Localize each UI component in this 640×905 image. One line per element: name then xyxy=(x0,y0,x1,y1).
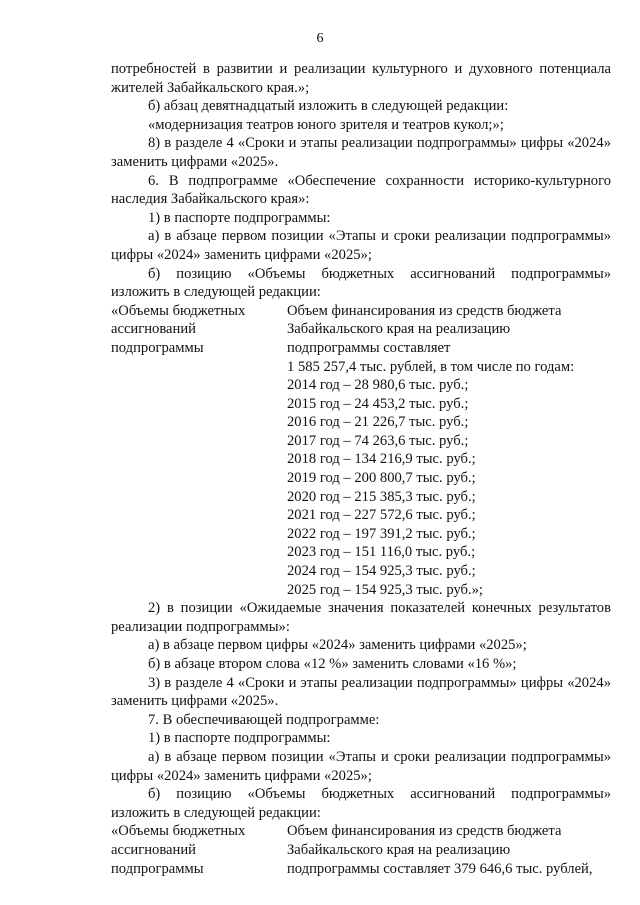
funding-value-line: Забайкальского края на реализацию xyxy=(287,321,511,338)
paragraph: а) в абзаце первом позиции «Этапы и сроки реализации подпрограммы» цифры «2024» заменить цифрами «2025»; xyxy=(111,748,611,784)
page-number: 6 xyxy=(316,31,324,46)
funding-table-1-values xyxy=(287,302,611,600)
paragraph: 1) в паспорте подпрограммы: xyxy=(148,730,331,747)
funding-value-line: 2019 год – 200 800,7 тыс. руб.; xyxy=(287,470,476,487)
funding-label-line: «Объемы бюджетных xyxy=(111,823,246,840)
funding-value-line: подпрограммы составляет xyxy=(287,339,451,356)
funding-label-line: ассигнований xyxy=(111,841,196,858)
funding-value-line: 1 585 257,4 тыс. рублей, в том числе по годам: xyxy=(287,358,575,375)
funding-value-line: Забайкальского края на реализацию xyxy=(287,841,511,858)
paragraph: «модернизация театров юного зрителя и театров кукол;»; xyxy=(148,116,504,133)
paragraph: потребностей в развитии и реализации культурного и духовного потенциала жителей Забайкальского края.»; xyxy=(111,61,611,96)
paragraph: 8) в разделе 4 «Сроки и этапы реализации подпрограммы» цифры «2024» заменить цифрами «2025». xyxy=(111,135,611,170)
funding-value-line: 2023 год – 151 116,0 тыс. руб.; xyxy=(287,544,476,561)
paragraph: 2) в позиции «Ожидаемые значения показателей конечных результатов реализации подпрограммы»: xyxy=(111,600,611,635)
funding-value-line: Объем финансирования из средств бюджета xyxy=(287,823,562,840)
paragraph: б) позицию «Объемы бюджетных ассигнований подпрограммы» изложить в следующей редакции: xyxy=(111,786,611,821)
funding-value-line: подпрограммы составляет 379 646,6 тыс. рублей, xyxy=(287,860,593,877)
funding-value-line: 2025 год – 154 925,3 тыс. руб.»; xyxy=(287,581,483,598)
paragraph: б) абзац девятнадцатый изложить в следующей редакции: xyxy=(148,98,509,115)
paragraph: а) в абзаце первом цифры «2024» заменить цифрами «2025»; xyxy=(148,637,527,654)
funding-table-2-label xyxy=(111,822,287,878)
paragraph: а) в абзаце первом позиции «Этапы и сроки реализации подпрограммы» цифры «2024» заменить цифрами «2025»; xyxy=(111,228,611,263)
funding-value-line: 2017 год – 74 263,6 тыс. руб.; xyxy=(287,432,469,449)
funding-value-line: 2020 год – 215 385,3 тыс. руб.; xyxy=(287,488,476,505)
funding-value-line: 2021 год – 227 572,6 тыс. руб.; xyxy=(287,507,476,524)
funding-table-1-label xyxy=(111,302,287,600)
paragraph: 1) в паспорте подпрограммы: xyxy=(148,209,331,226)
paragraph: б) в абзаце втором слова «12 %» заменить словами «16 %»; xyxy=(148,656,517,672)
funding-table-1 xyxy=(111,302,611,600)
funding-label-line: подпрограммы xyxy=(111,339,204,356)
paragraph: 6. В подпрограмме «Обеспечение сохранности историко-культурного наследия Забайкальского края»: xyxy=(111,172,611,208)
paragraphs-before xyxy=(111,60,611,302)
funding-table-2-values xyxy=(287,822,611,878)
funding-value-line: 2022 год – 197 391,2 тыс. руб.; xyxy=(287,525,476,542)
paragraph: 7. В обеспечивающей подпрограмме: xyxy=(148,711,380,728)
funding-value-line: Объем финансирования из средств бюджета xyxy=(287,302,562,319)
funding-value-line: 2015 год – 24 453,2 тыс. руб.; xyxy=(287,395,469,412)
funding-label-line: подпрограммы xyxy=(111,860,204,877)
funding-table-2 xyxy=(111,822,611,878)
funding-value-line: 2014 год – 28 980,6 тыс. руб.; xyxy=(287,377,469,394)
paragraphs-after xyxy=(111,599,611,822)
funding-label-line: ассигнований xyxy=(111,321,196,338)
funding-label-line: «Объемы бюджетных xyxy=(111,302,246,319)
paragraph: б) позицию «Объемы бюджетных ассигнований подпрограммы» изложить в следующей редакции: xyxy=(111,265,611,301)
funding-value-line: 2024 год – 154 925,3 тыс. руб.; xyxy=(287,563,476,580)
document-body xyxy=(111,60,611,878)
funding-value-line: 2018 год – 134 216,9 тыс. руб.; xyxy=(287,451,476,468)
paragraph: 3) в разделе 4 «Сроки и этапы реализации подпрограммы» цифры «2024» заменить цифрами «2025». xyxy=(111,674,611,710)
funding-value-line: 2016 год – 21 226,7 тыс. руб.; xyxy=(287,414,469,431)
